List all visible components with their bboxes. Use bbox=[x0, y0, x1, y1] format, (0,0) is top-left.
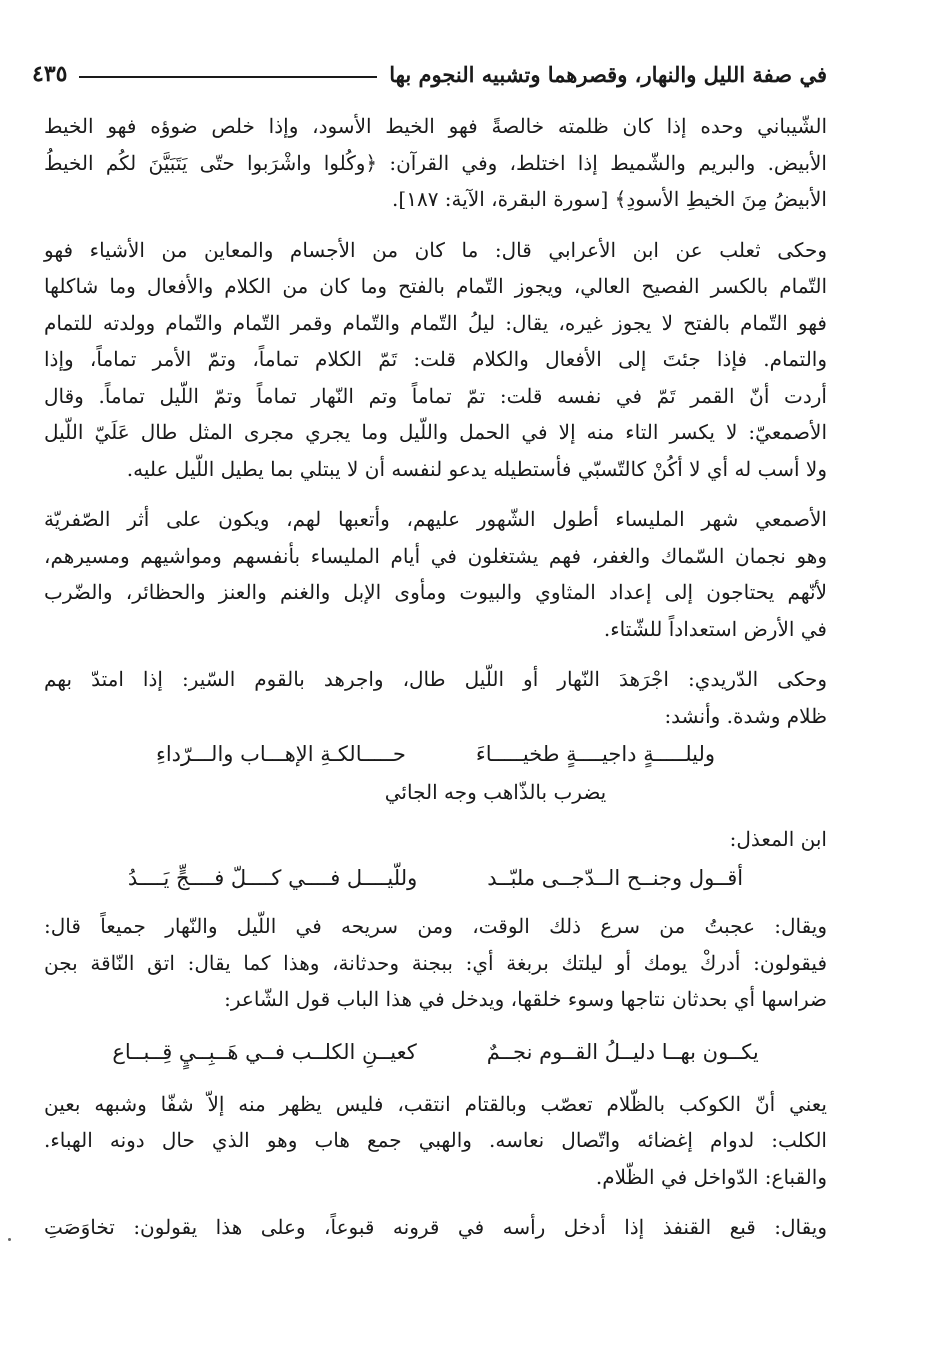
margin-dot bbox=[8, 1238, 11, 1241]
text-line: والقباع: الدّواخل في الظّلام. bbox=[595, 1164, 827, 1189]
text-line: ظلام وشدة. وأنشد: bbox=[664, 703, 827, 728]
text-line: لأنّهم يحتاجون إلى إعداد المثاوي والبيوت ومأوى الإبل والغنم والعنز والحظائر، والضّرب bbox=[44, 580, 827, 604]
verse-hemistich-right: وليلـــــةٍ داجيــــةٍ طخيـــــاءَ bbox=[475, 742, 716, 766]
text-line: التّمام بالكسر الفصيح العالي، ويجوز التّمام بالفتح وما كان من الكلام والأفعال وما شاكلها bbox=[44, 274, 827, 298]
text-line: وحكى الدّريدي: اجْرَهدَ النّهار أو اللّيل طال، واجرهد بالقوم السّير: إذا امتدّ بهم bbox=[44, 667, 827, 691]
poet-attribution: ابن المعذل: bbox=[729, 827, 827, 851]
verse-1-single: يضرب بالذّاهب وجه الجائي bbox=[384, 780, 607, 804]
verse-hemistich-right: أقــول وجنــح الــدّجــى ملبّــد bbox=[487, 866, 744, 890]
text-line: وحكى ثعلب عن ابن الأعرابي قال: ما كان من الأجسام والمعاين من الأشياء فهو bbox=[44, 237, 827, 262]
paragraph-6 bbox=[44, 1086, 827, 1196]
paragraph-2 bbox=[44, 232, 827, 488]
verse-2 bbox=[44, 858, 827, 898]
verse-hemistich-left: حـــــالكـةِ الإهـــاب والـــرّداءِ bbox=[155, 742, 406, 766]
text-line: فهو التّمام بالفتح لا يجوز غيره، يقال: ليلُ التّمام والتّمام وقمر التّمام والتّمام وولدته للتمام bbox=[44, 310, 827, 335]
paragraph-5 bbox=[44, 908, 827, 1018]
text-line: ضراسها أي بحدثان نتاجها وسوء خلقها، ويدخل في هذا الباب قول الشّاعر: bbox=[224, 987, 827, 1011]
verse-3 bbox=[44, 1032, 827, 1072]
text-line: ولا أسب له أي لا أكُنْ كالتّسبّي فأستطيله يدعو لنفسه أن لا يبتلي بما يطيل اللّيل عليه. bbox=[126, 456, 827, 481]
text-line: الأصمعيّ: لا يكسر التاء منه إلا في الحمل واللّيل وما يجري مجرى المثل طال عَلَيّ اللّيل bbox=[44, 420, 827, 444]
text-line: ويقال: قبع القنفذ إذا أدخل رأسه في قرونه قبوعاً، وعلى هذا يقولون: تخاوَصَتِ bbox=[44, 1215, 827, 1239]
header-rule bbox=[79, 76, 377, 78]
text-line: يعني أنّ الكوكب بالظّلام تعصّب وبالقتام انتقب، فليس يظهر منه إلاّ شفّا وشبهه بعين bbox=[44, 1091, 827, 1116]
paragraph-4 bbox=[44, 661, 827, 734]
text-line: الكلب: لدوام إغضائه واتّصال نعاسه. والهبي جمع هاب وهو الذي حال دونه الهباء. bbox=[44, 1128, 827, 1152]
verse-hemistich-left: وللّيــــل فــــي كــــلّ فــــجٍّ يَــــدُ bbox=[127, 866, 418, 890]
paragraph-1 bbox=[44, 108, 827, 218]
verse-1 bbox=[44, 734, 827, 774]
paragraph-3 bbox=[44, 501, 827, 647]
text-line: الأصمعي شهر المليساء أطول الشّهور عليهم، وأتعبها لهم، ويكون على أثر الصّفريّة bbox=[44, 507, 827, 531]
verse-hemistich-left: كعيــنِ الكلــب فــي هَــبِــيٍ قِــبــاع bbox=[112, 1039, 417, 1064]
text-line: الأبيض. والبريم والشّميط إذا اختلط، وفي القرآن: ﴿وكُلوا واشْرَبوا حتّى يَتَبَيَّنَ لكُم الخيطُ bbox=[44, 150, 827, 175]
page-body bbox=[44, 108, 827, 1246]
text-line: في الأرض استعداداً للشّتاء. bbox=[603, 616, 827, 641]
text-line: أردت أنّ القمر تَمّ في نفسه قلت: تمّ تماماً وتم النّهار تماماً وتمّ اللّيل تماماً. وقال bbox=[44, 383, 827, 408]
text-line: ويقال: عجبتُ من سرع ذلك الوقت، ومن سريحه في اللّيل والنّهار جميعاً قال: bbox=[44, 914, 827, 938]
text-line: الأبيضُ مِنَ الخيطِ الأسودِ﴾ [سورة البقرة، الآية: ١٨٧]. bbox=[392, 187, 827, 211]
verse-hemistich-right: يكــون بهــا دليــلُ القــوم نجــمٌ bbox=[486, 1039, 759, 1064]
page-number: ٤٣٥ bbox=[32, 61, 68, 87]
paragraph-7 bbox=[44, 1209, 827, 1246]
text-line: والتمام. فإذا جئتَ إلى الأفعال والكلام قلت: تَمّ الكلام تماماً، وتمّ الأمر تماماً، وإذا bbox=[44, 347, 827, 371]
running-header bbox=[32, 56, 827, 92]
text-line: الشّيباني وحده إذا كان ظلمته خالصةً فهو الخيط الأسود، وإذا خلص ضوؤه فهو الخيط bbox=[44, 114, 827, 138]
text-line: وهو نجمان السّماك والغفر، فهم يشتغلون في أيام المليساء بأنفسهم ومواشيهم ومسيرهم، bbox=[44, 543, 827, 568]
header-title: في صفة الليل والنهار، وقصرهما وتشبيه النجوم بها bbox=[389, 61, 827, 87]
text-line: فيقولون: أدركْ يومك أو ليلتك بربغة أي: ببجنة وحدثانة، وهذا كما يقال: اتق النّاقة بجن bbox=[44, 950, 827, 975]
